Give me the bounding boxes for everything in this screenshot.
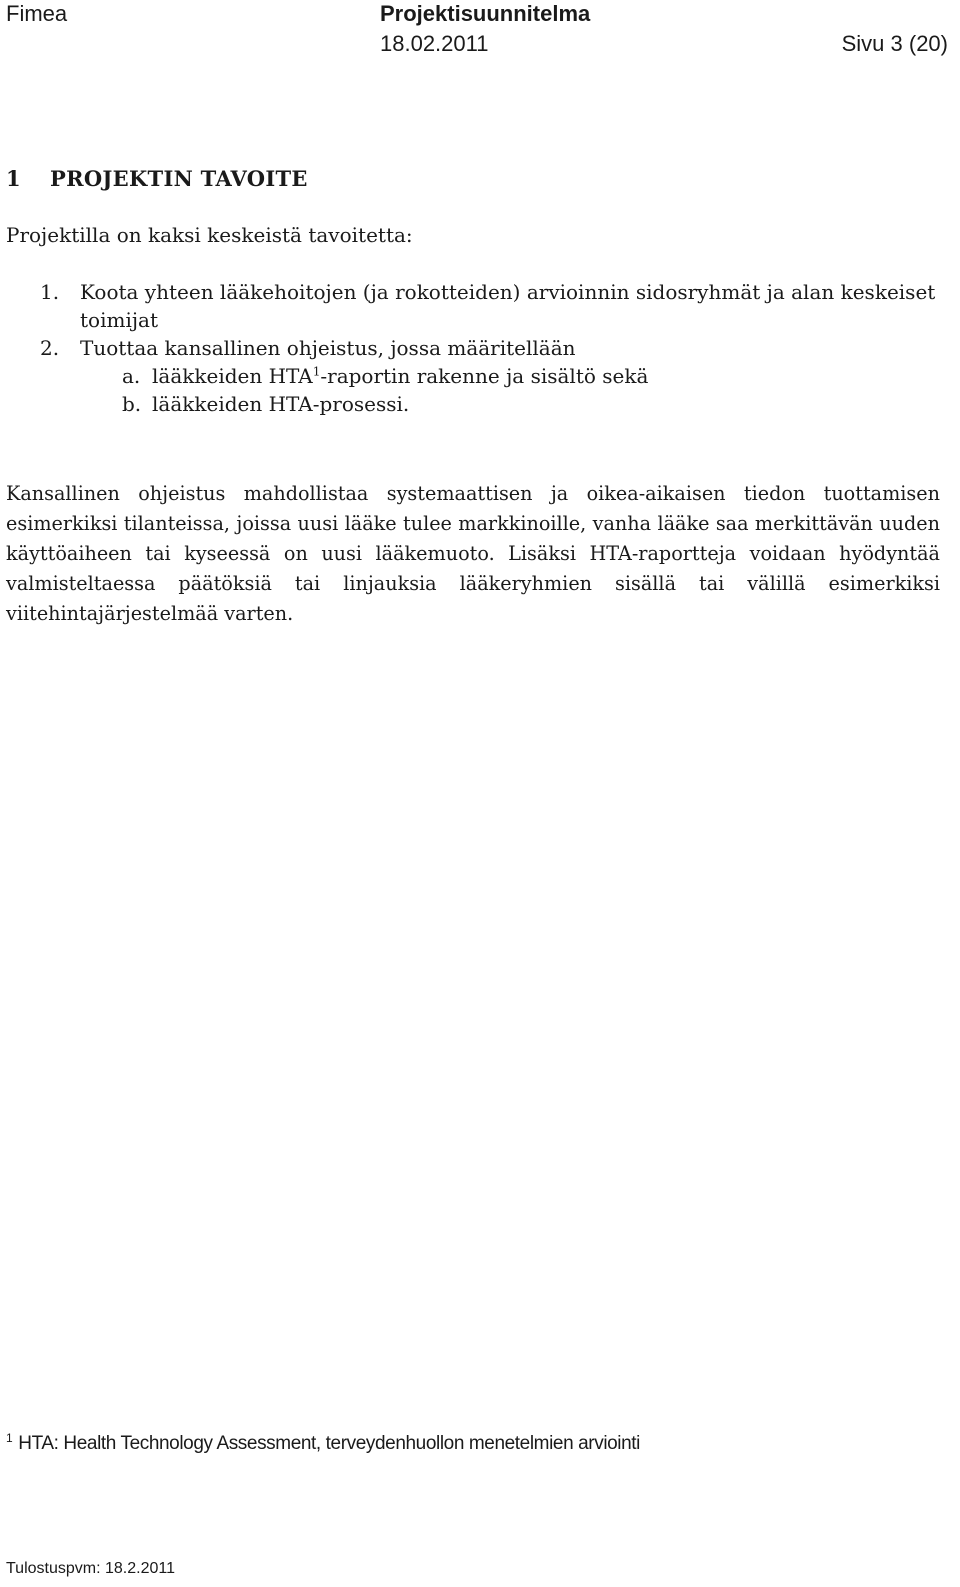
- footnote-reference[interactable]: 1: [312, 364, 321, 379]
- goals-list: [6, 278, 951, 418]
- sub-item-text-before: lääkkeiden HTA: [152, 364, 313, 388]
- list-marker: 1.: [40, 280, 60, 304]
- body-paragraph: Kansallinen ohjeistus mahdollistaa systemaattisen ja oikea-aikaisen tiedon tuottamisen esimerkiksi tilanteissa, joissa uusi lääke tulee markkinoille, vanha lääke saa merkittävän uuden käyttöaiheen tai kyseessä on uusi lääkemuoto. Lisäksi HTA-raportteja voidaan hyödyntää valmisteltaessa päätöksiä tai linjauksia lääkeryhmien sisällä tai välillä esimerkiksi viitehintajärjestelmää varten.: [6, 482, 940, 625]
- print-date: Tulostuspvm: 18.2.2011: [6, 1560, 175, 1577]
- sub-list-marker: a.: [122, 364, 141, 388]
- sub-list-marker: b.: [122, 392, 142, 416]
- list-item: [6, 278, 951, 334]
- section-intro: Projektilla on kaksi keskeistä tavoitetta:: [6, 223, 413, 247]
- sub-item-text-after: -raportin rakenne ja sisältö sekä: [320, 364, 649, 388]
- footnote: [6, 1431, 640, 1457]
- section-heading: [6, 166, 308, 191]
- list-marker: 2.: [40, 336, 60, 360]
- list-item-text: Koota yhteen lääkehoitojen (ja rokotteiden) arvioinnin sidosryhmät ja alan keskeiset toimijat: [80, 280, 936, 332]
- section-title: PROJEKTIN TAVOITE: [50, 166, 308, 191]
- page-number: Sivu 3 (20): [841, 31, 948, 56]
- list-item: [6, 334, 951, 362]
- document-title: Projektisuunnitelma: [380, 1, 591, 26]
- sub-list-item: [6, 390, 951, 418]
- section-number: 1: [6, 166, 21, 191]
- sub-item-text: lääkkeiden HTA-prosessi.: [152, 392, 410, 416]
- footnote-marker: 1: [6, 1430, 13, 1445]
- list-item-text: Tuottaa kansallinen ohjeistus, jossa määritellään: [80, 336, 576, 360]
- footnote-text: HTA: Health Technology Assessment, terveydenhuollon menetelmien arviointi: [18, 1433, 640, 1454]
- sub-list-item: [6, 362, 951, 390]
- document-date: 18.02.2011: [380, 31, 489, 56]
- organization-name: Fimea: [6, 1, 68, 26]
